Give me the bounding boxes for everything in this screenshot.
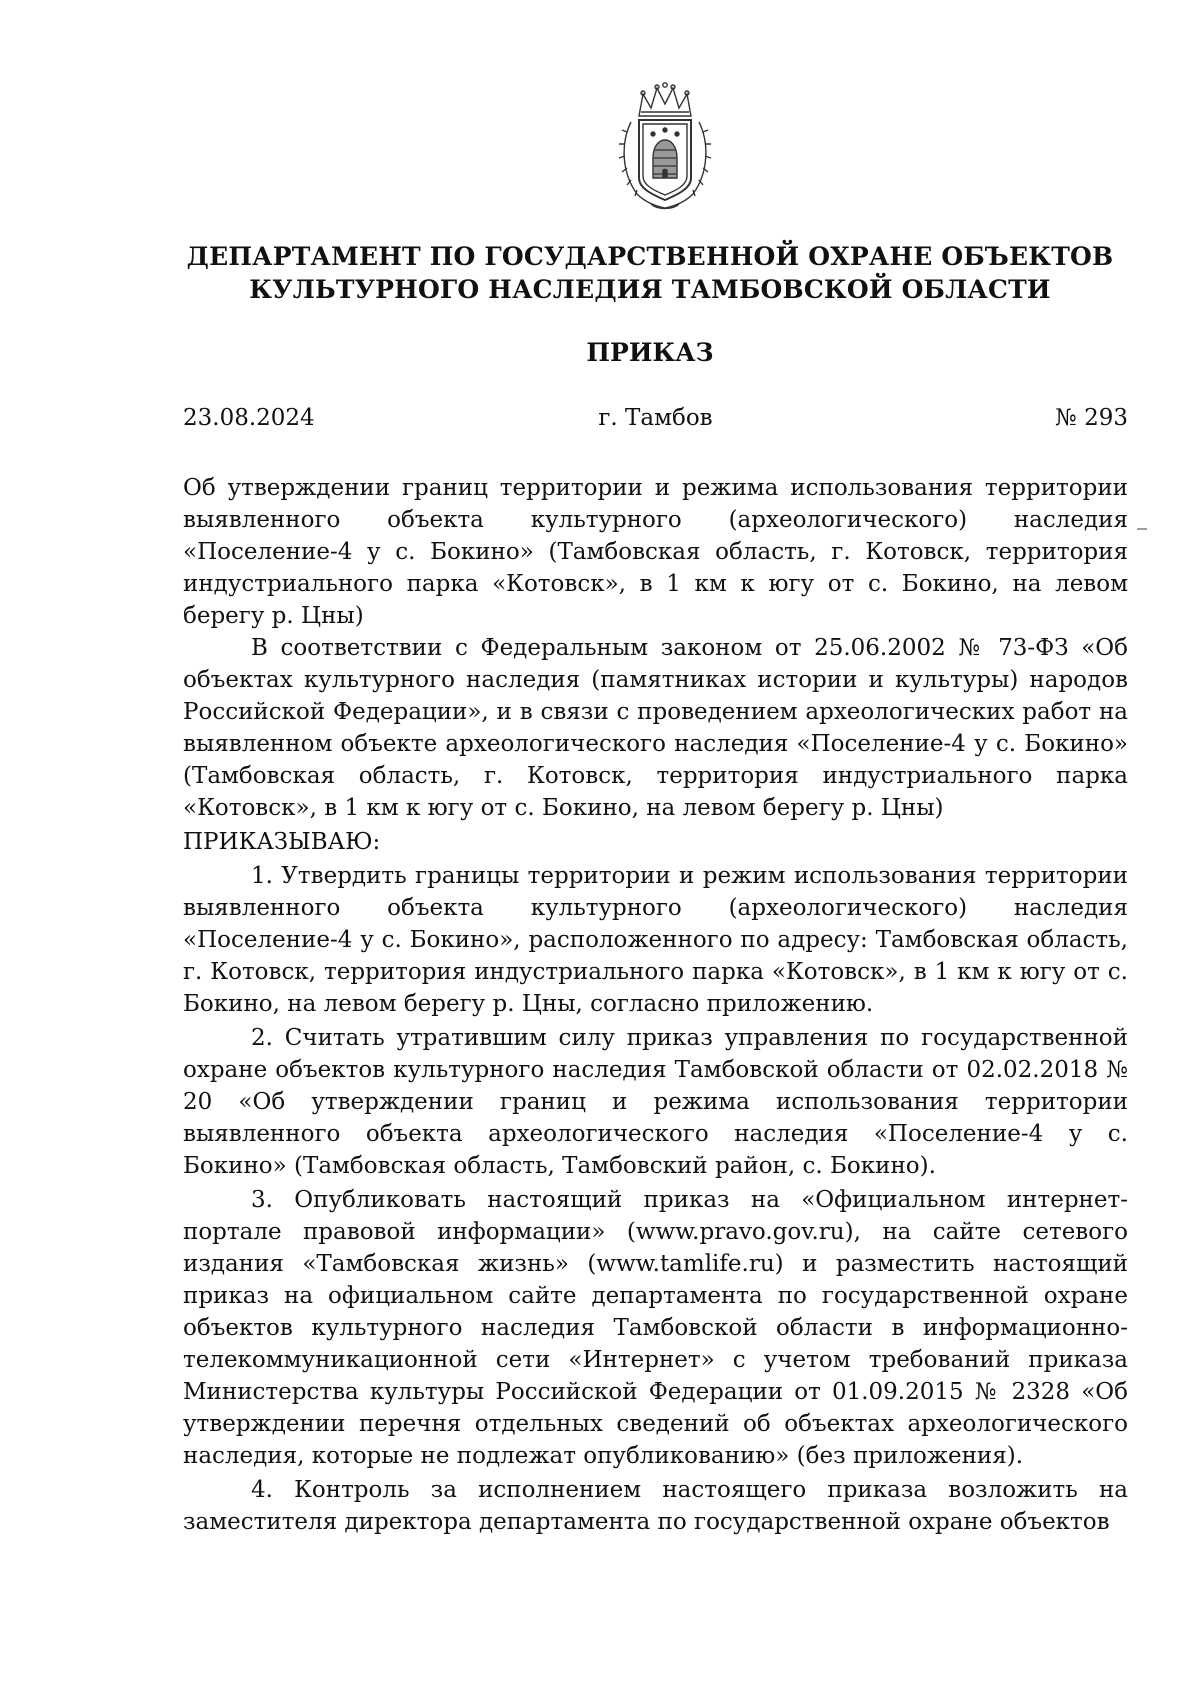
document-subject: Об утверждении границ территории и режима использования территории выявленного объекта культурного (археологического) наследия «Поселение-4 у с. Бокино» (Тамбовская область, г. Котовск, территория индустриального парка «Котовск», в 1 км к югу от с. Бокино, на левом берегу р. Цны) (183, 475, 1128, 629)
department-heading (150, 240, 1150, 306)
order-word: ПРИКАЗЫВАЮ: (183, 829, 381, 855)
document-body (183, 632, 1128, 1540)
order-item-3: 3. Опубликовать настоящий приказ на «Официальном интернет-портале правовой информации» (www.pravo.gov.ru), на сайте сетевого издания «Тамбовская жизнь» (www.tamlife.ru) и разместить настоящий приказ на официальном сайте департамента по государственной охране объектов культурного наследия Тамбовской области в информационно-телекоммуникационной сети «Интернет» с учетом требований приказа Министерства культуры Российской Федерации от 01.09.2015 № 2328 «Об утверждении перечня отдельных сведений об объектах археологического наследия, которые не подлежат опубликованию» (без приложения). (183, 1187, 1128, 1469)
preamble-paragraph: В соответствии с Федеральным законом от 25.06.2002 № 73-ФЗ «Об объектах культурного наследия (памятниках истории и культуры) народов Российской Федерации», и в связи с проведением археологических работ на выявленном объекте археологического наследия «Поселение-4 у с. Бокино» (Тамбовская область, г. Котовск, территория индустриального парка «Котовск», в 1 км к югу от с. Бокино, на левом берегу р. Цны) (183, 635, 1128, 821)
margin-mark (1137, 528, 1147, 530)
document-type: ПРИКАЗ (586, 338, 714, 367)
document-city: г. Тамбов (598, 405, 713, 431)
order-item-2: 2. Считать утратившим силу приказ управления по государственной охране объектов культурного наследия Тамбовской области от 02.02.2018 № 20 «Об утверждении границ и режима использования территории выявленного объекта археологического наследия «Поселение-4 у с. Бокино» (Тамбовская область, Тамбовский район, с. Бокино). (183, 1025, 1128, 1179)
order-item-1: 1. Утвердить границы территории и режим использования территории выявленного объекта культурного (археологического) наследия «Поселение-4 у с. Бокино», расположенного по адресу: Тамбовская область, г. Котовск, территория индустриального парка «Котовск», в 1 км к югу от с. Бокино, на левом берегу р. Цны, согласно приложению. (183, 863, 1128, 1017)
document-number: № 293 (1055, 405, 1128, 431)
coat-of-arms-icon (617, 82, 713, 214)
document-date: 23.08.2024 (183, 405, 315, 431)
department-line-2: КУЛЬТУРНОГО НАСЛЕДИЯ ТАМБОВСКОЙ ОБЛАСТИ (249, 275, 1051, 304)
department-line-1: ДЕПАРТАМЕНТ ПО ГОСУДАРСТВЕННОЙ ОХРАНЕ ОБЪЕКТОВ (186, 242, 1114, 271)
order-item-4: 4. Контроль за исполнением настоящего приказа возложить на заместителя директора департамента по государственной охране объектов (183, 1477, 1128, 1535)
